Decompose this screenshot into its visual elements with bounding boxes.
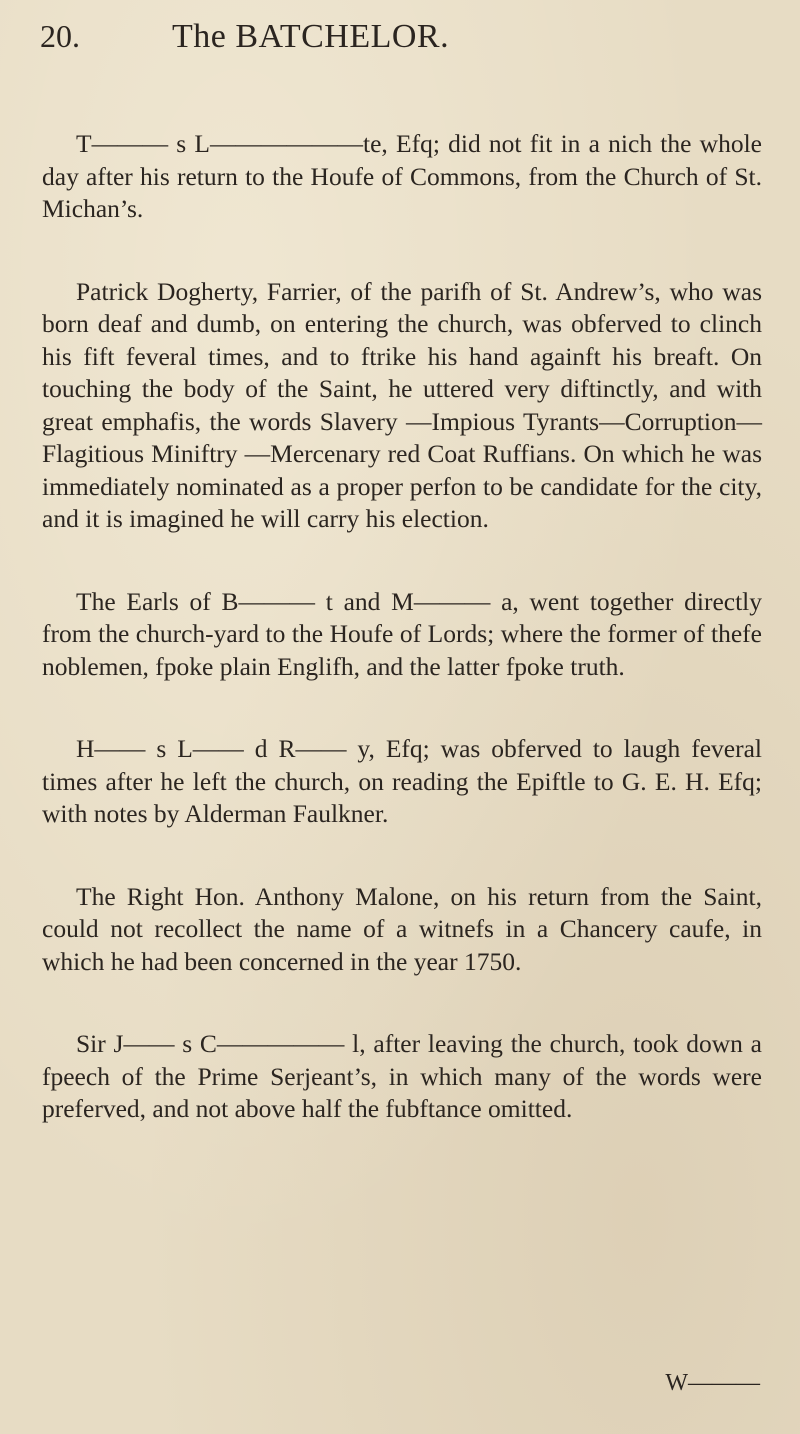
paragraph-5: The Right Hon. Anthony Malone, on his return from the Saint, could not recollect the name of a witnefs in a Chancery caufe, in which he had been concerned in the year 1750. [42,881,762,976]
page-number: 20. [40,18,80,54]
paragraph-6: Sir J—— s C————— l, after leaving the church, took down a fpeech of the Prime Serjeant’s, in which many of the words were preferved, and not above half the fubftance omitted. [42,1029,762,1123]
page-header [40,18,760,78]
catchword: W——— [665,1370,760,1396]
paragraph-2: Patrick Dogherty, Farrier, of the parifh of St. Andrew’s, who was born deaf and dumb, on entering the church, was obferved to clinch his fift feveral times, and to ftrike his hand againft his breaft. On touching the body of the Saint, he uttered very diftinctly, and with great emphafis, the words Slavery —Impious Tyrants—Corruption—Flagitious Miniftry —Mercenary red Coat Ruffians. On which he was immediately nominated as a proper perfon to be candidate for the city, and it is imagined he will carry his election. [42,276,762,533]
paragraph-1: T——— s L——————te, Efq; did not fit in a nich the whole day after his return to the Houfe of Commons, from the Church of St. Michan’s. [42,129,762,223]
paragraph-3: The Earls of B——— t and M——— a, went together directly from the church-yard to the Houfe of Lords; where the former of thefe noblemen, fpoke plain Englifh, and the latter fpoke truth. [42,586,762,681]
page-body [42,128,762,1176]
running-head: The BATCHELOR. [172,18,450,55]
paragraph-4: H—— s L—— d R—— y, Efq; was obferved to laugh feveral times after he left the church, on reading the Epiftle to G. E. H. Efq; with notes by Alderman Faulkner. [42,734,762,828]
